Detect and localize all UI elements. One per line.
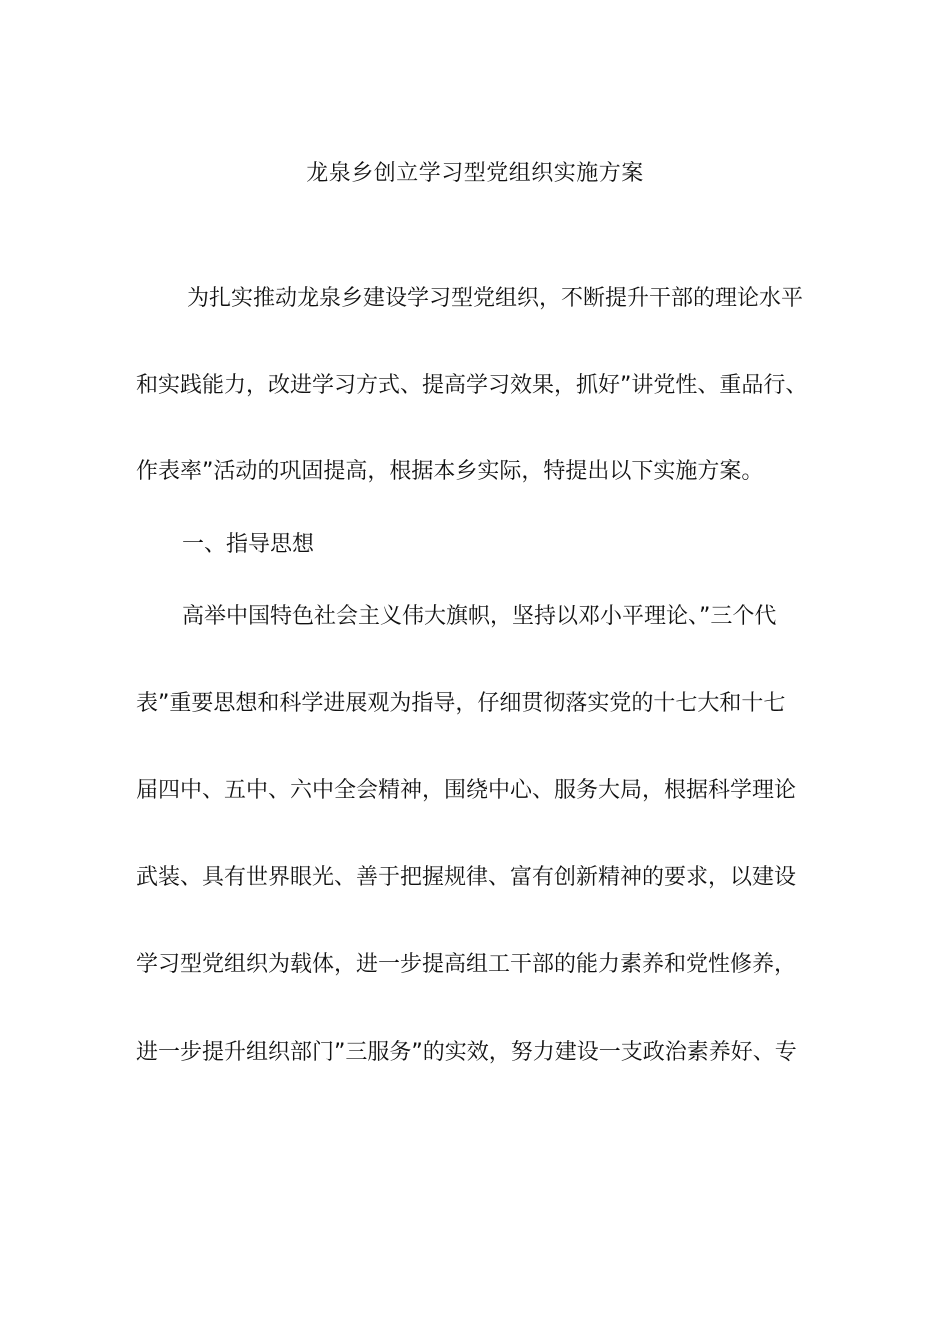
paragraph-2-line-2: 表”重要思想和科学进展观为指导，仔细贯彻落实党的十七大和十七 [136,691,786,716]
paragraph-2-line-5: 学习型党组织为载体，进一步提高组工干部的能力素养和党性修养， [136,952,797,977]
paragraph-1-line-1: 为扎实推动龙泉乡建设学习型党组织，不断提升干部的理论水平 [187,286,804,311]
document-title: 龙泉乡创立学习型党组织实施方案 [306,161,644,186]
paragraph-2-line-4: 武装、具有世界眼光、善于把握规律、富有创新精神的要求，以建设 [136,865,797,890]
paragraph-1-line-3: 作表率”活动的巩固提高，根据本乡实际，特提出以下实施方案。 [136,459,764,484]
paragraph-2-line-1: 高举中国特色社会主义伟大旗帜，坚持以邓小平理论、”三个代 [182,604,777,629]
section-1-heading: 一、指导思想 [182,532,315,557]
paragraph-2-line-6: 进一步提升组织部门”三服务”的实效，努力建设一支政治素养好、专 [136,1040,797,1065]
paragraph-2-line-3: 届四中、五中、六中全会精神，围绕中心、服务大局，根据科学理论 [136,778,797,803]
paragraph-1-line-2: 和实践能力，改进学习方式、提高学习效果，抓好”讲党性、重品行、 [136,373,808,398]
